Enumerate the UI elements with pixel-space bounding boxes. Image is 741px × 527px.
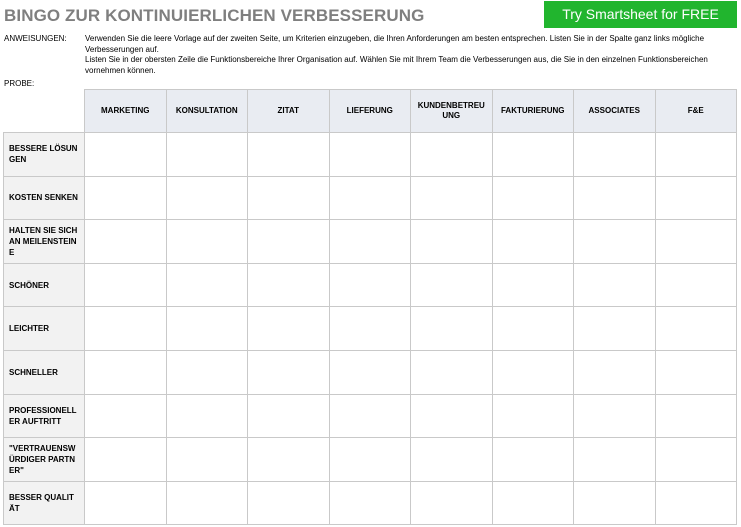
table-row bbox=[4, 263, 737, 307]
bingo-cell[interactable] bbox=[166, 394, 248, 438]
bingo-cell[interactable] bbox=[248, 394, 330, 438]
bingo-cell[interactable] bbox=[655, 263, 737, 307]
bingo-cell[interactable] bbox=[492, 394, 574, 438]
column-header: ZITAT bbox=[248, 90, 330, 133]
bingo-cell[interactable] bbox=[329, 307, 411, 351]
bingo-cell[interactable] bbox=[574, 220, 656, 264]
column-header: ASSOCIATES bbox=[574, 90, 656, 133]
bingo-cell[interactable] bbox=[166, 220, 248, 264]
bingo-cell[interactable] bbox=[248, 438, 330, 482]
header-row bbox=[4, 90, 737, 133]
bingo-cell[interactable] bbox=[574, 307, 656, 351]
bingo-cell[interactable] bbox=[166, 133, 248, 177]
bingo-cell[interactable] bbox=[166, 263, 248, 307]
bingo-cell[interactable] bbox=[411, 481, 493, 525]
bingo-cell[interactable] bbox=[85, 176, 167, 220]
bingo-cell[interactable] bbox=[85, 350, 167, 394]
row-header: SCHNELLER bbox=[4, 350, 85, 394]
bingo-cell[interactable] bbox=[85, 220, 167, 264]
bingo-cell[interactable] bbox=[411, 133, 493, 177]
bingo-cell[interactable] bbox=[411, 394, 493, 438]
bingo-cell[interactable] bbox=[329, 350, 411, 394]
table-row bbox=[4, 481, 737, 525]
bingo-cell[interactable] bbox=[655, 307, 737, 351]
bingo-cell[interactable] bbox=[85, 438, 167, 482]
bingo-cell[interactable] bbox=[85, 481, 167, 525]
page-title: BINGO ZUR KONTINUIERLICHEN VERBESSERUNG bbox=[4, 6, 425, 25]
corner-cell bbox=[4, 90, 85, 133]
table-row bbox=[4, 133, 737, 177]
bingo-cell[interactable] bbox=[655, 438, 737, 482]
bingo-cell[interactable] bbox=[248, 481, 330, 525]
bingo-cell[interactable] bbox=[329, 220, 411, 264]
bingo-cell[interactable] bbox=[329, 133, 411, 177]
bingo-cell[interactable] bbox=[248, 307, 330, 351]
bingo-cell[interactable] bbox=[655, 133, 737, 177]
bingo-cell[interactable] bbox=[492, 263, 574, 307]
try-smartsheet-button[interactable]: Try Smartsheet for FREE bbox=[544, 1, 737, 28]
bingo-cell[interactable] bbox=[411, 350, 493, 394]
instructions-line-2: Listen Sie in der obersten Zeile die Funktionsbereiche Ihrer Organisation auf. Wählen Sie mit Ihrem Team die Verbesserungen aus, die Sie in den einzelnen Funktionsbereichen vornehmen können. bbox=[85, 55, 708, 75]
instructions-label: ANWEISUNGEN: bbox=[4, 34, 67, 43]
bingo-cell[interactable] bbox=[166, 307, 248, 351]
bingo-cell[interactable] bbox=[411, 438, 493, 482]
bingo-cell[interactable] bbox=[492, 438, 574, 482]
bingo-cell[interactable] bbox=[411, 220, 493, 264]
bingo-cell[interactable] bbox=[574, 176, 656, 220]
bingo-cell[interactable] bbox=[574, 481, 656, 525]
bingo-cell[interactable] bbox=[166, 176, 248, 220]
row-header: BESSERE LÖSUNGEN bbox=[4, 133, 85, 177]
table-row bbox=[4, 394, 737, 438]
bingo-cell[interactable] bbox=[574, 350, 656, 394]
bingo-cell[interactable] bbox=[492, 220, 574, 264]
row-header: SCHÖNER bbox=[4, 263, 85, 307]
bingo-cell[interactable] bbox=[655, 481, 737, 525]
column-header: KUNDENBETREUUNG bbox=[411, 90, 493, 133]
bingo-cell[interactable] bbox=[329, 394, 411, 438]
table-row bbox=[4, 220, 737, 264]
bingo-cell[interactable] bbox=[492, 133, 574, 177]
table-row bbox=[4, 307, 737, 351]
row-header: PROFESSIONELLER AUFTRITT bbox=[4, 394, 85, 438]
probe-label: PROBE: bbox=[4, 79, 35, 88]
bingo-cell[interactable] bbox=[492, 176, 574, 220]
row-header: KOSTEN SENKEN bbox=[4, 176, 85, 220]
row-header: LEICHTER bbox=[4, 307, 85, 351]
bingo-cell[interactable] bbox=[85, 133, 167, 177]
bingo-cell[interactable] bbox=[166, 481, 248, 525]
bingo-cell[interactable] bbox=[329, 176, 411, 220]
bingo-cell[interactable] bbox=[655, 394, 737, 438]
bingo-cell[interactable] bbox=[329, 263, 411, 307]
column-header: F&E bbox=[655, 90, 737, 133]
bingo-cell[interactable] bbox=[492, 307, 574, 351]
bingo-cell[interactable] bbox=[248, 263, 330, 307]
bingo-cell[interactable] bbox=[329, 438, 411, 482]
bingo-cell[interactable] bbox=[574, 438, 656, 482]
bingo-cell[interactable] bbox=[411, 263, 493, 307]
bingo-cell[interactable] bbox=[248, 220, 330, 264]
bingo-cell[interactable] bbox=[655, 350, 737, 394]
bingo-cell[interactable] bbox=[85, 263, 167, 307]
bingo-cell[interactable] bbox=[85, 307, 167, 351]
bingo-cell[interactable] bbox=[85, 394, 167, 438]
bingo-cell[interactable] bbox=[574, 394, 656, 438]
bingo-cell[interactable] bbox=[655, 220, 737, 264]
instructions-line-1: Verwenden Sie die leere Vorlage auf der zweiten Seite, um Kriterien einzugeben, die Ihren Anforderungen am besten entsprechen. Listen Sie in der Spalte ganz links mögliche Verbesserungen auf. bbox=[85, 34, 705, 54]
column-header: MARKETING bbox=[85, 90, 167, 133]
table-row bbox=[4, 350, 737, 394]
bingo-cell[interactable] bbox=[574, 263, 656, 307]
bingo-cell[interactable] bbox=[166, 438, 248, 482]
bingo-grid bbox=[3, 89, 737, 525]
bingo-cell[interactable] bbox=[248, 350, 330, 394]
bingo-cell[interactable] bbox=[166, 350, 248, 394]
table-row bbox=[4, 176, 737, 220]
bingo-cell[interactable] bbox=[411, 176, 493, 220]
row-header: HALTEN SIE SICH AN MEILENSTEINE bbox=[4, 220, 85, 264]
column-header: LIEFERUNG bbox=[329, 90, 411, 133]
bingo-cell[interactable] bbox=[248, 133, 330, 177]
bingo-cell[interactable] bbox=[655, 176, 737, 220]
bingo-cell[interactable] bbox=[248, 176, 330, 220]
instructions-text bbox=[85, 34, 735, 76]
bingo-cell[interactable] bbox=[329, 481, 411, 525]
row-header: "VERTRAUENSWÜRDIGER PARTNER" bbox=[4, 438, 85, 482]
column-header: FAKTURIERUNG bbox=[492, 90, 574, 133]
bingo-cell[interactable] bbox=[411, 307, 493, 351]
column-header: KONSULTATION bbox=[166, 90, 248, 133]
table-row bbox=[4, 438, 737, 482]
bingo-cell[interactable] bbox=[492, 350, 574, 394]
bingo-cell[interactable] bbox=[574, 133, 656, 177]
bingo-cell[interactable] bbox=[492, 481, 574, 525]
row-header: BESSER QUALITÄT bbox=[4, 481, 85, 525]
